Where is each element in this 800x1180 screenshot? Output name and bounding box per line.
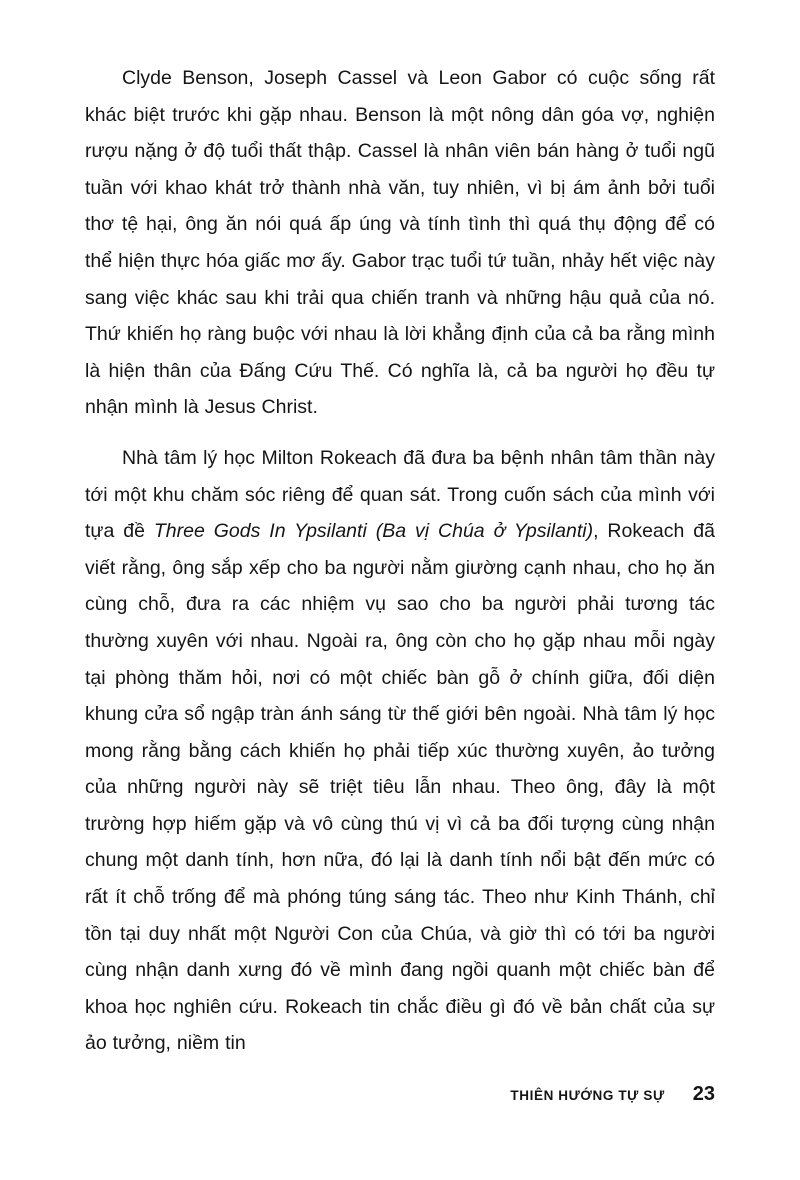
paragraph-2-lead: Nhà tâm lý học Milton Rokeach đã đưa ba bệnh nhân tâm thần này tới một khu chăm sóc riêng để quan sát. Trong cuốn sách của mình với tựa đề	[85, 446, 715, 543]
page-number: 23	[692, 1083, 715, 1105]
paragraph-1: Clyde Benson, Joseph Cassel và Leon Gabor có cuộc sống rất khác biệt trước khi gặp nhau. Benson là một nông dân góa vợ, nghiện rượu nặng ở độ tuổi thất thập. Cassel là nhân viên bán hàng ở tuổi ngũ tuần với khao khát trở thành nhà văn, tuy nhiên, vì bị ám ảnh bởi tuổi thơ tệ hại, ông ăn nói quá ấp úng và tính tình thì quá thụ động để có thể hiện thực hóa giấc mơ ấy. Gabor trạc tuổi tứ tuần, nhảy hết việc này sang việc khác sau khi trải qua chiến tranh và những hậu quả của nó. Thứ khiến họ ràng buộc với nhau là lời khẳng định của cả ba rằng mình là hiện thân của Đấng Cứu Thế. Có nghĩa là, cả ba người họ đều tự nhận mình là Jesus Christ.	[85, 67, 715, 419]
book-title-italic: Three Gods In Ypsilanti (Ba vị Chúa ở Ypsilanti)	[153, 520, 594, 543]
running-header-title: THIÊN HƯỚNG TỰ SỰ	[510, 1088, 665, 1103]
page-footer	[510, 1083, 715, 1106]
paragraph-2-tail: , Rokeach đã viết rằng, ông sắp xếp cho ba người nằm giường cạnh nhau, cho họ ăn cùng chỗ, đưa ra các nhiệm vụ sao cho ba người phải tương tác thường xuyên với nhau. Ngoài ra, ông còn cho họ gặp nhau mỗi ngày tại phòng thăm hỏi, nơi có một chiếc bàn gỗ ở chính giữa, đối diện khung cửa sổ ngập tràn ánh sáng từ thế giới bên ngoài. Nhà tâm lý học mong rằng bằng cách khiến họ phải tiếp xúc thường xuyên, ảo tưởng của những người này sẽ triệt tiêu lẫn nhau. Theo ông, đây là một trường hợp hiếm gặp và vô cùng thú vị vì cả ba đối tượng cùng nhận chung một danh tính, hơn nữa, đó lại là danh tính nổi bật đến mức có rất ít chỗ trống để mà phóng túng sáng tác. Theo như Kinh Thánh, chỉ tồn tại duy nhất một Người Con của Chúa, và giờ thì có tới ba người cùng nhận danh xưng đó về mình đang ngồi quanh một chiếc bàn để khoa học nghiên cứu. Rokeach tin chắc điều gì đó về bản chất của sự ảo tưởng, niềm tin	[85, 520, 716, 1055]
paragraph-2	[85, 440, 715, 1062]
page-body-text	[85, 60, 715, 1076]
